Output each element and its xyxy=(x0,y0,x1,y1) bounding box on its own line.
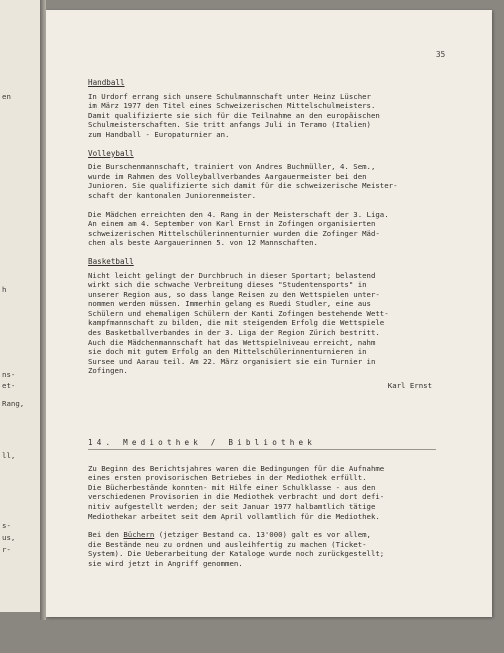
paragraph xyxy=(88,530,436,568)
paragraph: Die Burschenmannschaft, trainiert von Andres Buchmüller, 4. Sem., wurde im Rahmen des Volleyballverbandes Aargauermeister bei den Junioren. Sie qualifizierte sich damit für die schweizerische Meister- schaft der kantonalen Juniorenmeister. xyxy=(88,162,398,200)
left-page-fragment: h xyxy=(2,285,7,294)
underlined-word: Büchern xyxy=(123,530,155,540)
text-run: (jetziger Bestand ca. 13'000) galt es vor allem, die Bestände neu zu ordnen und ausleihfertig zu machen (Ticket- System). Die Ueberarbeitung der Kataloge wurde noch zurückgestellt; sie wird jetzt in Angriff genommen. xyxy=(88,530,385,568)
left-page-fragment: en xyxy=(2,92,11,101)
section-heading: Basketball xyxy=(88,256,134,266)
volleyball-section xyxy=(88,149,436,248)
divider-line xyxy=(88,449,436,450)
section-heading: Volleyball xyxy=(88,148,134,158)
text-run: Bei den xyxy=(88,530,124,540)
page-number: 35 xyxy=(436,50,446,59)
basketball-section xyxy=(88,257,436,391)
handball-section xyxy=(88,78,436,140)
paragraph: Nicht leicht gelingt der Durchbruch in dieser Sportart; belastend wirkt sich die schwache Verbreitung dieses "Studentensports" in unserer Region aus, so dass lange Reisen zu den Wettspielen unter- nommen werden müssen. Immerhin gelang es Ruedi Studler, eine aus Schülern und ehemaligen Schülern der Kanti Zofingen bestehende Wett- kampfmannschaft zu bilden, die mit steigendem Erfolg die Wettspiele des Basketballverbandes in der 3. Liga der Region Zürich bestritt. Auch die Mädchenmannschaft hat das Wettspielniveau erreicht, nahm sie doch mit gutem Erfolg an den Mittelschülerinnenturnieren in Sursee und Aarau teil. Am 22. März organisiert sie ein Turnier in Zofingen. xyxy=(88,270,389,376)
left-page-edge xyxy=(0,0,41,612)
mediothek-section xyxy=(88,464,436,569)
section-heading: Handball xyxy=(88,78,125,87)
chapter-title: 14. Mediothek / Bibliothek xyxy=(88,437,317,447)
left-page-fragment: et- xyxy=(2,381,16,390)
page-content xyxy=(88,78,436,578)
document-page xyxy=(46,10,492,617)
left-page-fragment: ns- xyxy=(2,370,16,379)
left-page-fragment: ll, xyxy=(2,451,16,460)
left-page-fragment: Rang, xyxy=(2,399,25,408)
left-page-fragment: r- xyxy=(2,545,11,554)
paragraph: In Urdorf errang sich unsere Schulmannschaft unter Heinz Lüscher im März 1977 den Titel eines Schweizerischen Mittelschulmeisters. Damit qualifizierte sie sich für die Teilnahme an den europäischen Schulmeisterschaften. Sie tritt anfangs Juli in Teramo (Italien) zum Handball - Europaturnier an. xyxy=(88,91,380,139)
paragraph: Zu Beginn des Berichtsjahres waren die Bedingungen für die Aufnahme eines ersten provisorischen Betriebes in der Mediothek erfüllt. Die Bücherbestände konnten- mit Hilfe einer Schulklasse - aus den verschiedenen Provisorien in die Mediothek verbracht und dort defi- nitiv aufgestellt werden; der seit Januar 1977 halbamtlich tätige Mediothekar arbeitet seit dem April vollamtlich für die Mediothek. xyxy=(88,463,385,521)
author-signature: Karl Ernst xyxy=(387,381,432,391)
paragraph: Die Mädchen erreichten den 4. Rang in der Meisterschaft der 3. Liga. An einem am 4. September von Karl Ernst in Zofingen organisierten schweizerischen Mittelschülerinnenturnier wurden die Zofinger Mäd- chen als beste Aargauerinnen 5. von 12 Mannschaften. xyxy=(88,209,389,248)
left-page-fragment: us, xyxy=(2,533,16,542)
left-page-fragment: s- xyxy=(2,521,11,530)
